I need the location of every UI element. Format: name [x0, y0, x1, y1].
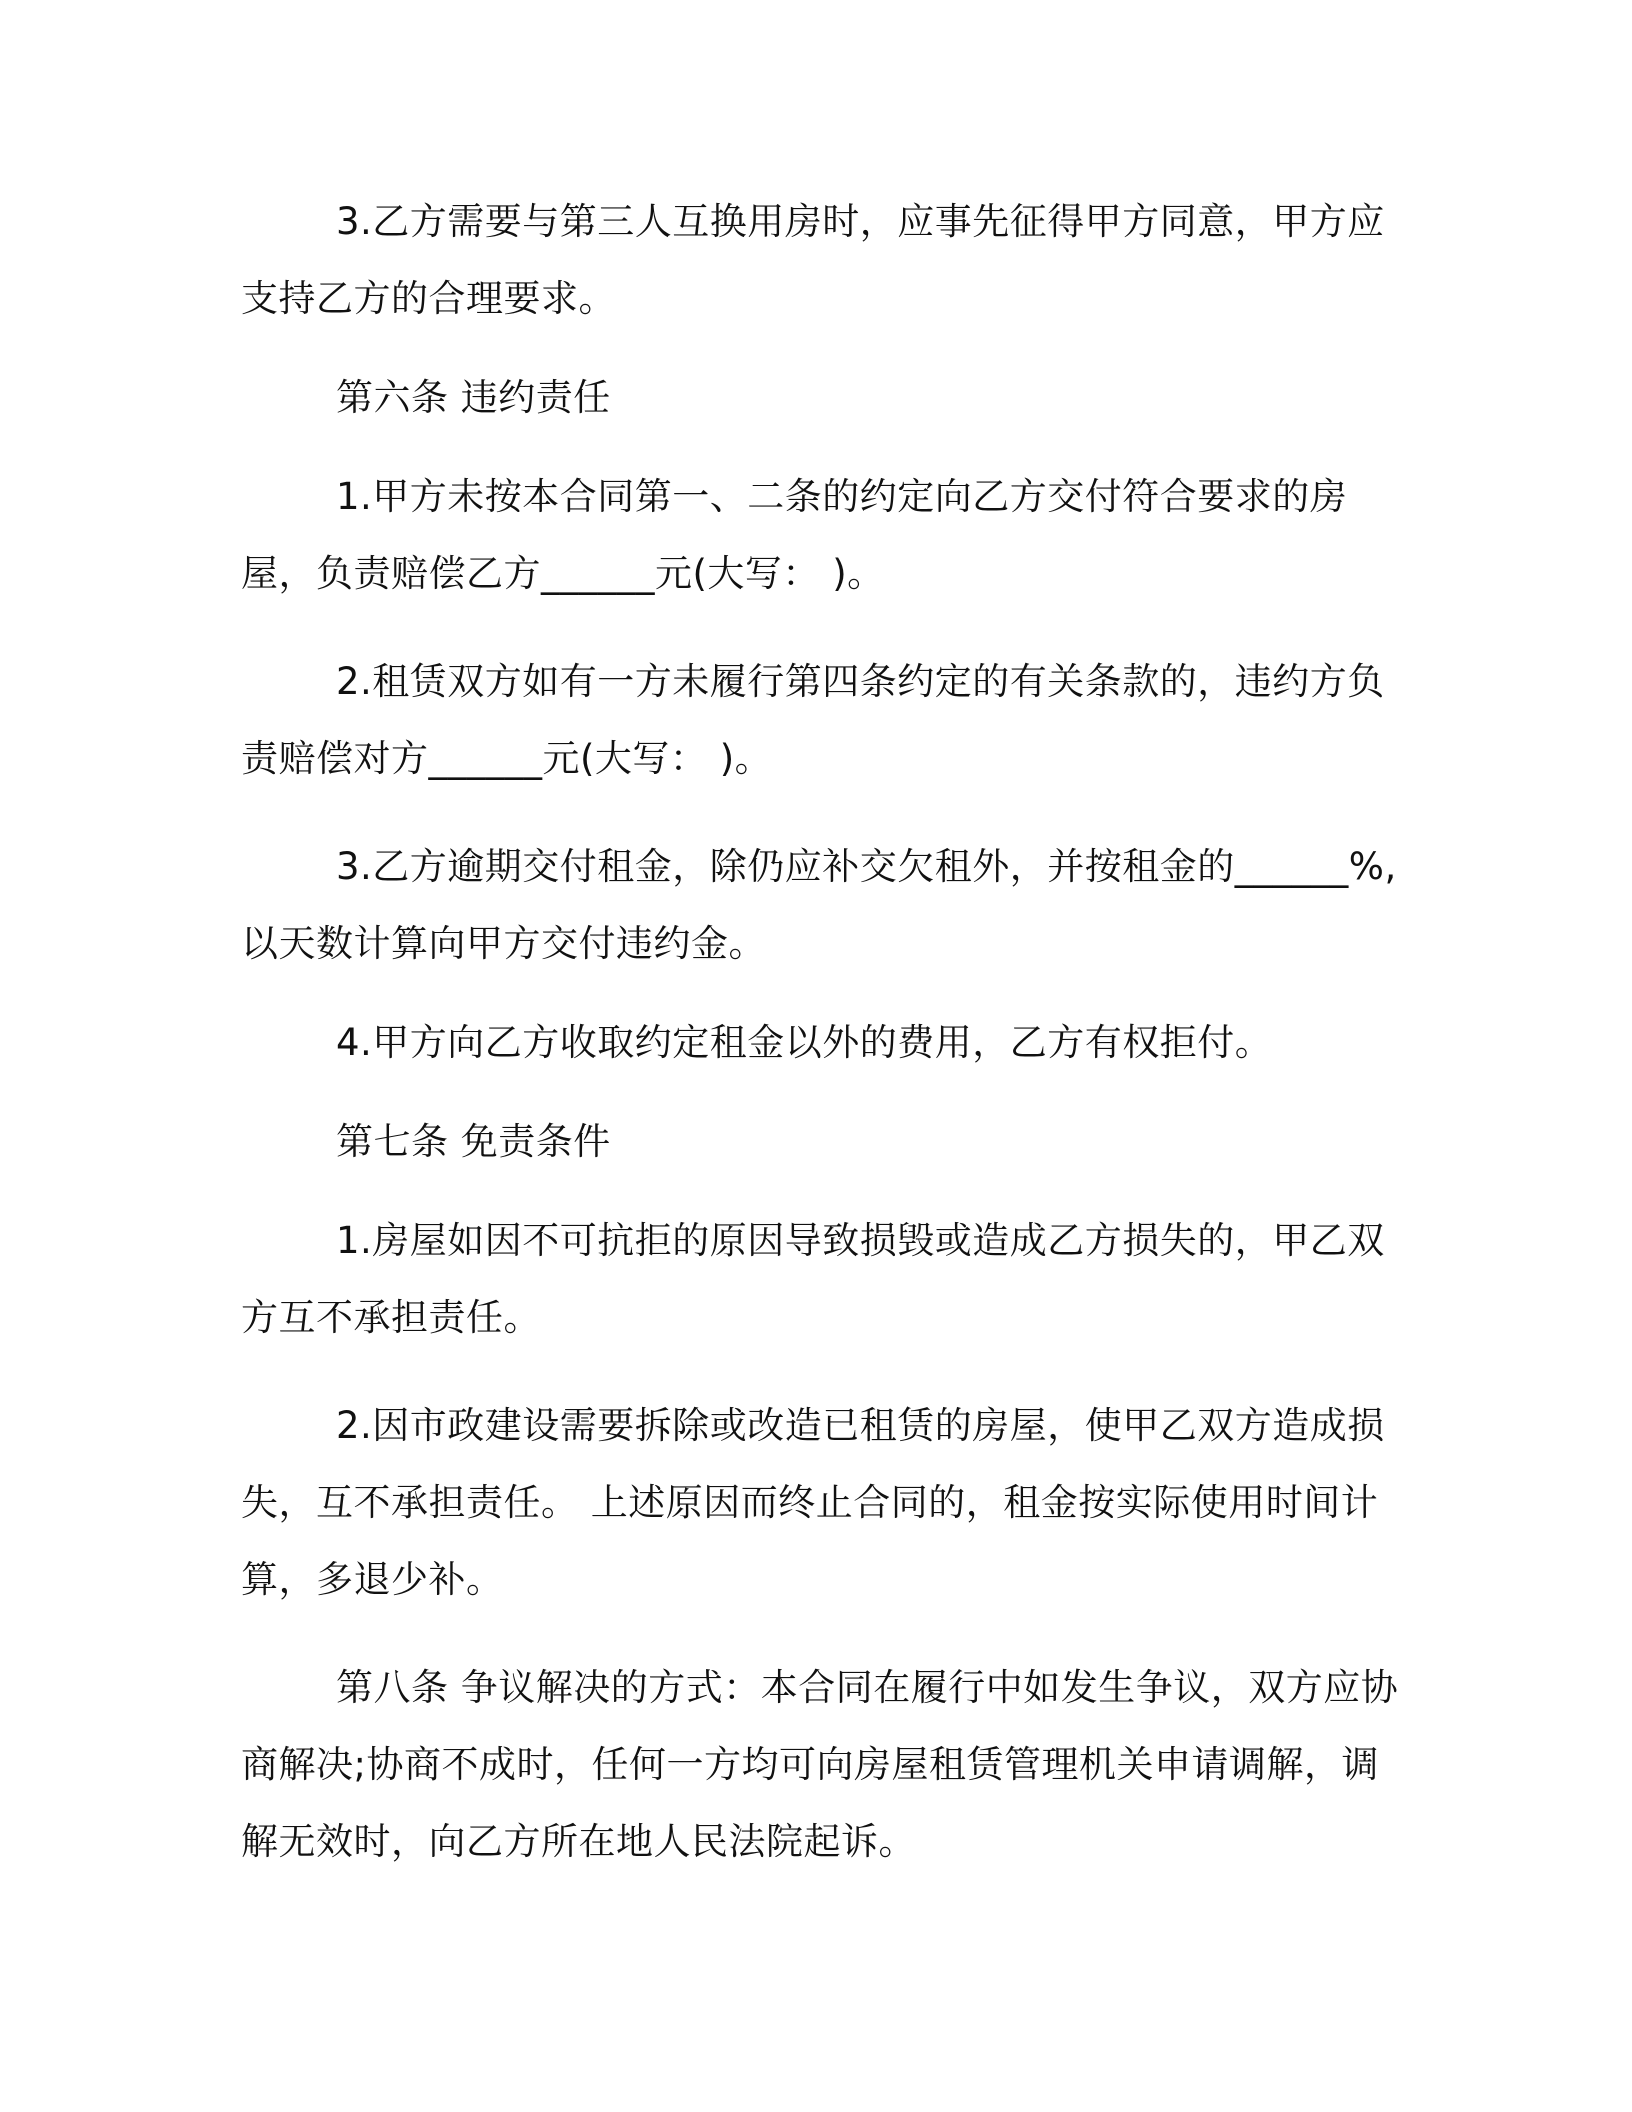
paragraph-clause-5-3: 3.乙方需要与第三人互换用房时，应事先征得甲方同意，甲方应支持乙方的合理要求。	[241, 200, 1385, 320]
heading-article-7: 第七条 免责条件	[336, 1120, 611, 1163]
paragraph-article-8: 第八条 争议解决的方式：本合同在履行中如发生争议，双方应协商解决;协商不成时，任何一方均可向房屋租赁管理机关申请调解，调解无效时，向乙方所在地人民法院起诉。	[241, 1666, 1399, 1863]
paragraph-clause-6-4: 4.甲方向乙方收取约定租金以外的费用，乙方有权拒付。	[336, 1021, 1273, 1064]
paragraph-clause-7-1: 1.房屋如因不可抗拒的原因导致损毁或造成乙方损失的，甲乙双方互不承担责任。	[241, 1219, 1385, 1339]
paragraph-clause-7-2: 2.因市政建设需要拆除或改造已租赁的房屋，使甲乙双方造成损失，互不承担责任。 上述原因而终止合同的，租金按实际使用时间计算，多退少补。	[241, 1404, 1385, 1601]
heading-article-6: 第六条 违约责任	[336, 376, 611, 419]
document-page	[241, 183, 1401, 1880]
paragraph-clause-6-1: 1.甲方未按本合同第一、二条的约定向乙方交付符合要求的房屋，负责赔偿乙方______元(大写： )。	[241, 475, 1348, 595]
paragraph-clause-6-2: 2.租赁双方如有一方未履行第四条约定的有关条款的，违约方负责赔偿对方______元(大写： )。	[241, 660, 1385, 780]
paragraph-clause-6-3: 3.乙方逾期交付租金，除仍应补交欠租外，并按租金的______%,以天数计算向甲方交付违约金。	[241, 845, 1397, 965]
